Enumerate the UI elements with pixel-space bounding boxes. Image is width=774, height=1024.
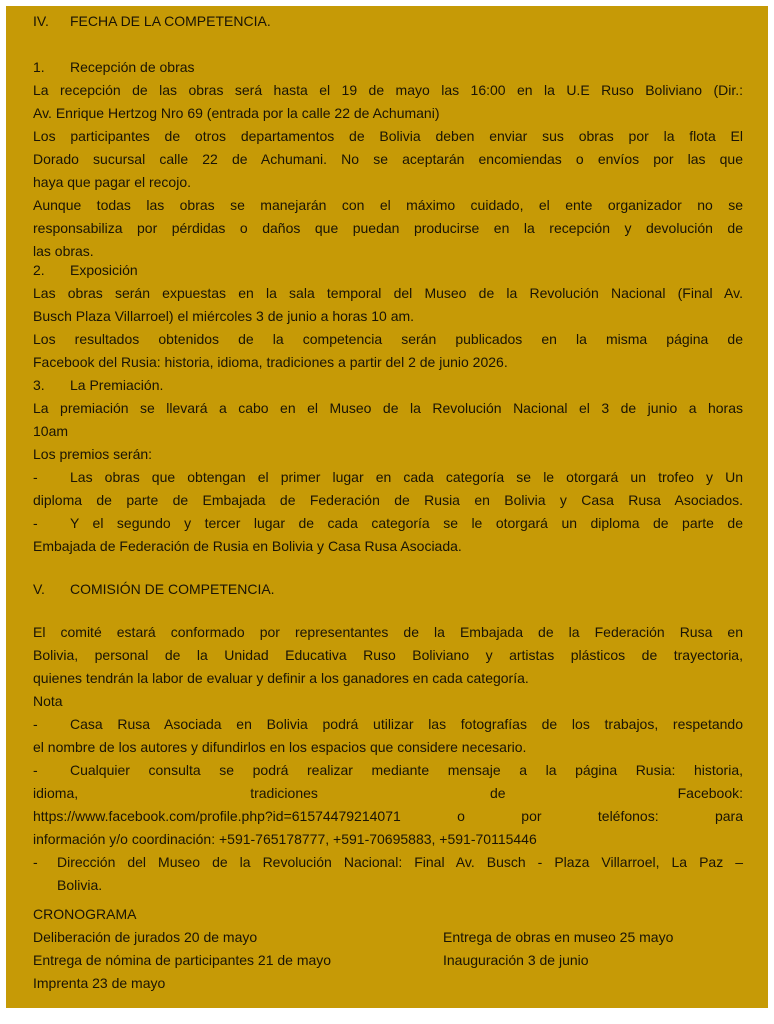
section-v-heading xyxy=(33,578,743,601)
bullet-dash: - xyxy=(33,854,38,870)
bullet-text: Y el segundo y tercer lugar de cada categoría se le otorgará un diploma de parte de xyxy=(70,515,743,531)
bullet-dash: - xyxy=(33,515,38,531)
bullet-line xyxy=(33,713,743,736)
text-line: quienes tendrán la labor de evaluar y definir a los ganadores en cada categoría. xyxy=(33,670,529,686)
cronograma-item: Imprenta 23 de mayo xyxy=(33,975,166,991)
bullet-text: Casa Rusa Asociada en Bolivia podrá utilizar las fotografías de los trabajos, respetando xyxy=(70,716,743,732)
text-line: Bolivia, personal de la Unidad Educativa Ruso Boliviano y artistas plásticos de trayectoria, xyxy=(33,647,743,663)
bullet-text: Las obras que obtengan el primer lugar en cada categoría se le otorgará un trofeo y Un xyxy=(70,469,743,485)
text-line: las obras. xyxy=(33,243,94,259)
text-line: idioma, tradiciones de Facebook: xyxy=(33,785,743,801)
text-line: diploma de parte de Embajada de Federación de Rusia en Bolivia y Casa Rusa Asociados. xyxy=(33,492,743,508)
text-line: La recepción de las obras será hasta el 19 de mayo las 16:00 en la U.E Ruso Boliviano (Dir.: xyxy=(33,82,743,98)
document-page xyxy=(6,6,768,1008)
bullet-line xyxy=(33,851,743,874)
text-line: Bolivia. xyxy=(57,877,103,893)
cronograma-row xyxy=(33,972,743,995)
text-line: Dorado sucursal calle 22 de Achumani. No se aceptarán encomiendas o envíos por las que xyxy=(33,151,743,167)
text-line: Av. Enrique Hertzog Nro 69 (entrada por la calle 22 de Achumani) xyxy=(33,105,440,121)
item-number: 2. xyxy=(33,262,45,278)
text-line: el nombre de los autores y difundirlos en los espacios que considere necesario. xyxy=(33,739,527,755)
section-numeral: IV. xyxy=(33,13,49,29)
cronograma-item: Deliberación de jurados 20 de mayo xyxy=(33,929,258,945)
facebook-link-line: https://www.facebook.com/profile.php?id=61574479214071 o por teléfonos: para xyxy=(33,808,743,824)
bullet-text: Cualquier consulta se podrá realizar mediante mensaje a la página Rusia: historia, xyxy=(70,762,743,778)
item-title: La Premiación. xyxy=(70,377,164,393)
bullet-dash: - xyxy=(33,716,38,732)
phone-line: información y/o coordinación: +591-765178777, +591-70695883, +591-70115446 xyxy=(33,831,537,847)
item-title: Exposición xyxy=(70,262,138,278)
item-1-heading xyxy=(33,56,743,79)
section-title: COMISIÓN DE COMPETENCIA. xyxy=(70,581,275,597)
text-line: 10am xyxy=(33,423,69,439)
text-line: Aunque todas las obras se manejarán con el máximo cuidado, el ente organizador no se xyxy=(33,197,743,213)
cronograma-item: Entrega de nómina de participantes 21 de mayo xyxy=(33,952,332,968)
text-line: Facebook del Rusia: historia, idioma, tradiciones a partir del 2 de junio 2026. xyxy=(33,354,508,370)
document-content xyxy=(33,10,743,995)
bullet-text: Dirección del Museo de la Revolución Nacional: Final Av. Busch - Plaza Villarroel, La Paz – xyxy=(57,854,743,870)
text-line: responsabiliza por pérdidas o daños que puedan producirse en la recepción y devolución de xyxy=(33,220,743,236)
bullet-line xyxy=(33,759,743,782)
text-line: Embajada de Federación de Rusia en Bolivia y Casa Rusa Asociada. xyxy=(33,538,462,554)
nota-label: Nota xyxy=(33,693,63,709)
bullet-line xyxy=(33,512,743,535)
section-title: FECHA DE LA COMPETENCIA. xyxy=(70,13,271,29)
cronograma-title: CRONOGRAMA xyxy=(33,906,137,922)
text-line: Las obras serán expuestas en la sala temporal del Museo de la Revolución Nacional (Final Av. xyxy=(33,285,743,301)
text-line: Los resultados obtenidos de la competencia serán publicados en la misma página de xyxy=(33,331,743,347)
text-line: El comité estará conformado por representantes de la Embajada de la Federación Rusa en xyxy=(33,624,743,640)
cronograma-item: Entrega de obras en museo 25 mayo xyxy=(443,929,674,945)
cronograma-row xyxy=(33,949,743,972)
cronograma-row xyxy=(33,926,743,949)
bullet-dash: - xyxy=(33,469,38,485)
item-number: 3. xyxy=(33,377,45,393)
cronograma-item: Inauguración 3 de junio xyxy=(443,952,589,968)
item-number: 1. xyxy=(33,59,45,75)
item-3-heading xyxy=(33,374,743,397)
item-title: Recepción de obras xyxy=(70,59,195,75)
text-line: Busch Plaza Villarroel) el miércoles 3 de junio a horas 10 am. xyxy=(33,308,415,324)
section-iv-heading xyxy=(33,10,743,33)
section-numeral: V. xyxy=(33,581,45,597)
text-line: Los participantes de otros departamentos de Bolivia deben enviar sus obras por la flota El xyxy=(33,128,743,144)
text-line: haya que pagar el recojo. xyxy=(33,174,191,190)
item-2-heading xyxy=(33,259,743,282)
text-line: La premiación se llevará a cabo en el Museo de la Revolución Nacional el 3 de junio a horas xyxy=(33,400,743,416)
text-line: Los premios serán: xyxy=(33,446,153,462)
bullet-line xyxy=(33,466,743,489)
bullet-dash: - xyxy=(33,762,38,778)
